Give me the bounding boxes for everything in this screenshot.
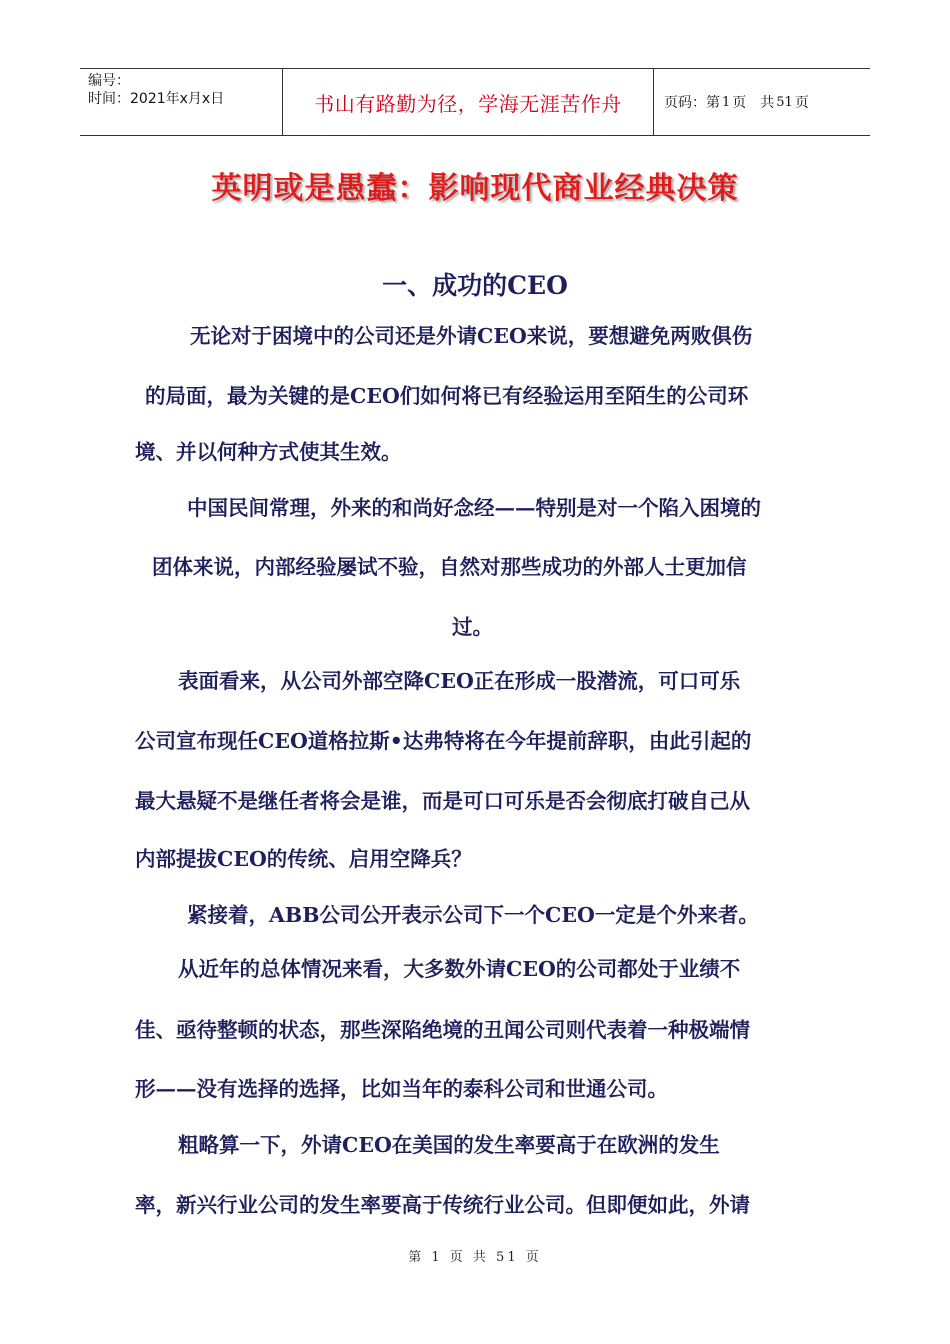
page-total: 51 [776,94,793,110]
number-label: 编号： [88,73,130,89]
body-line: 中国民间常理，外来的和尚好念经——特别是对一个陷入困境的 [187,496,761,520]
header-meta-cell [80,69,282,135]
document-title: 英明或是愚蠢：影响现代商业经典决策 [211,171,739,206]
page-info-cell [654,69,870,135]
page-mid: 页 共 [732,95,775,111]
motto-cell [282,69,654,135]
body-line: 内部提拔CEO的传统、启用空降兵？ [135,847,472,871]
page-footer: 第 1 页 共 51 页 [408,1250,542,1265]
body-line: 紧接着，ABB公司公开表示公司下一个CEO一定是个外来者。 [187,903,759,927]
body-line: 从近年的总体情况来看，大多数外请CEO的公司都处于业绩不 [178,957,741,981]
body-line: 表面看来，从公司外部空降CEO正在形成一股潜流，可口可乐 [178,669,741,693]
time-label: 时间：2021年x月x日 [88,91,225,107]
page-end: 页 [794,95,809,111]
body-line: 无论对于困境中的公司还是外请CEO来说，要想避免两败俱伤 [190,324,753,348]
body-line: 境、并以何种方式使其生效。 [135,440,402,464]
body-line: 公司宣布现任CEO道格拉斯•达弗特将在今年提前辞职，由此引起的 [135,729,752,753]
motto-text: 书山有路勤为径，学海无涯苦作舟 [314,91,622,116]
body-line: 率，新兴行业公司的发生率要高于传统行业公司。但即便如此，外请 [135,1193,750,1217]
page-label: 页码：第 [664,95,720,111]
body-line: 最大悬疑不是继任者将会是谁，而是可口可乐是否会彻底打破自己从 [135,789,750,813]
body-line: 粗略算一下，外请CEO在美国的发生率要高于在欧洲的发生 [178,1133,720,1157]
section-heading: 一、成功的CEO [382,271,568,300]
body-line: 形——没有选择的选择，比如当年的泰科公司和世通公司。 [135,1077,668,1101]
body-line: 团体来说，内部经验屡试不验，自然对那些成功的外部人士更加信 [152,555,747,579]
document-header [80,68,870,136]
page-number: 1 [722,94,731,110]
body-line: 的局面，最为关键的是CEO们如何将已有经验运用至陌生的公司环 [145,384,749,408]
body-line: 过。 [452,615,493,639]
body-line: 佳、亟待整顿的状态，那些深陷绝境的丑闻公司则代表着一种极端情 [135,1018,750,1042]
